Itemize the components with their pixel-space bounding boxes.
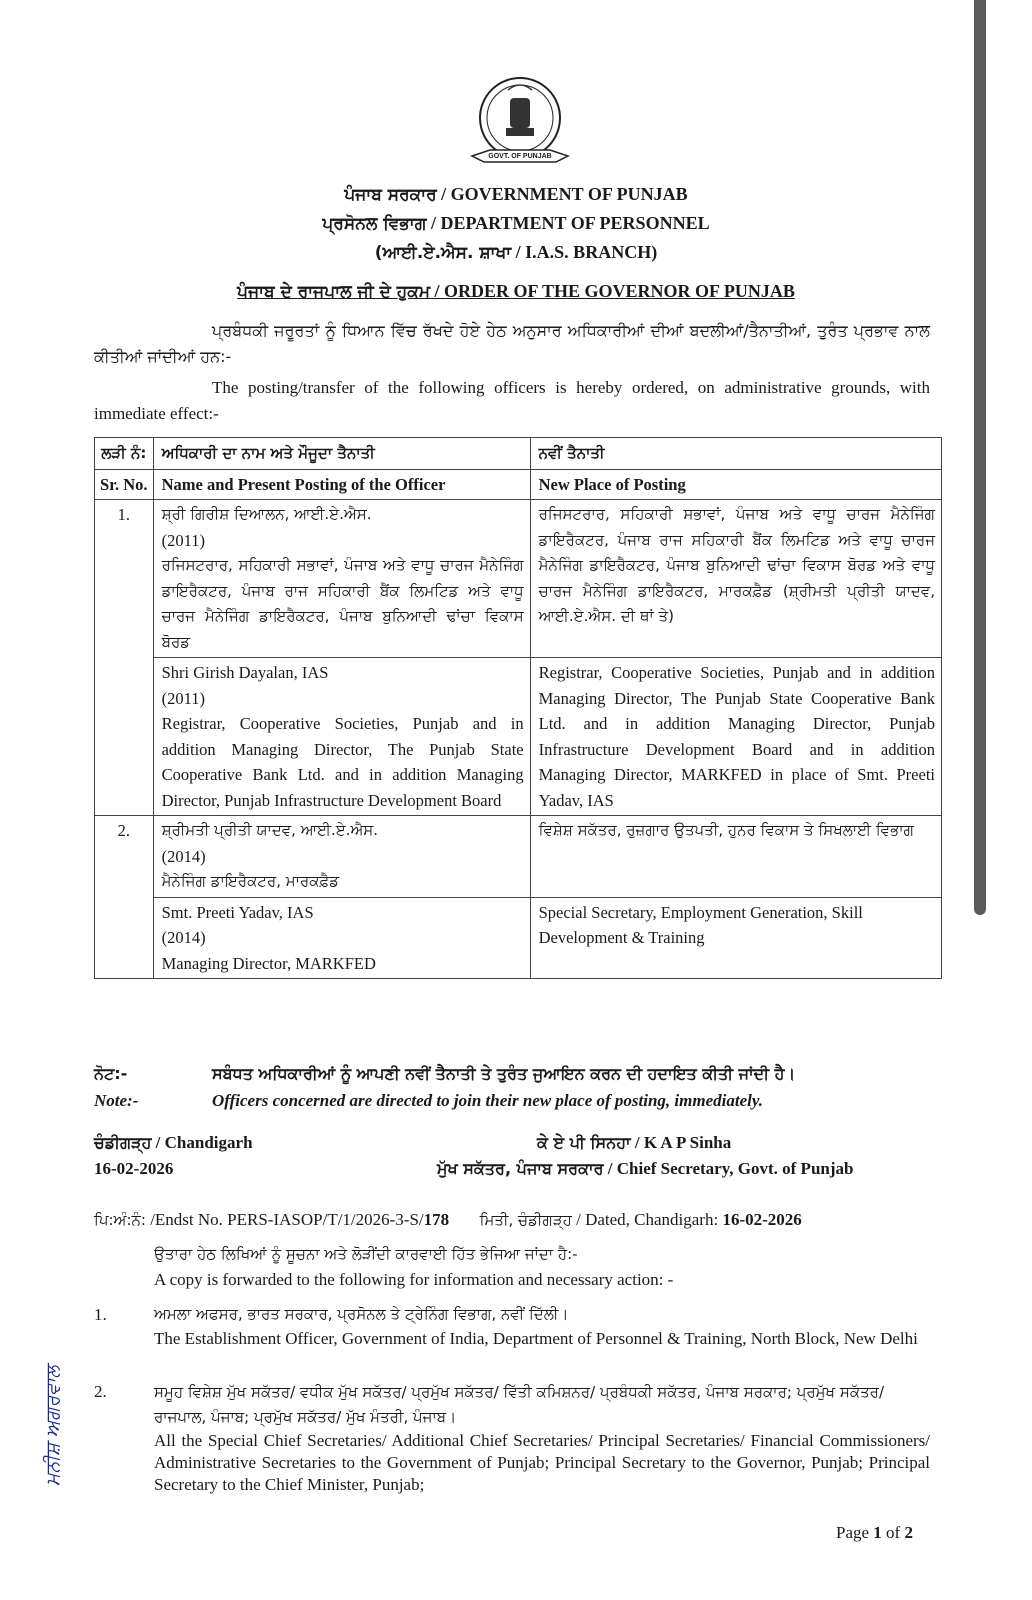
officer-present-posting-pa: ਮੈਨੇਜਿੰਗ ਡਾਇਰੈਕਟਰ, ਮਾਰਕਫ਼ੈਡ	[161, 872, 340, 890]
row-new-posting-en: Special Secretary, Employment Generation, Skill Development & Training	[530, 897, 941, 979]
row-new-posting-pa: ਰਜਿਸਟਰਾਰ, ਸਹਿਕਾਰੀ ਸਭਾਵਾਂ, ਪੰਜਾਬ ਅਤੇ ਵਾਧੂ ਚਾਰਜ ਮੈਨੇਜਿੰਗ ਡਾਇਰੈਕਟਰ, ਪੰਜਾਬ ਰਾਜ ਸਹਿਕਾਰੀ ਬੈਂਕ ਲਿਮਟਿਡ ਅਤੇ ਵਾਧੂ ਚਾਰਜ ਮੈਨੇਜਿੰਗ ਡਾਇਰੈਕਟਰ, ਪੰਜਾਬ ਬੁਨਿਆਦੀ ਢਾਂਚਾ ਵਿਕਾਸ ਬੋਰਡ ਅਤੇ ਵਾਧੂ ਚਾਰਜ ਮੈਨੇਜਿੰਗ ਡਾਇਰੈਕਟਰ, ਮਾਰਕਫ਼ੈਡ (ਸ਼੍ਰੀਮਤੀ ਪ੍ਰੀਤੀ ਯਾਦਵ, ਆਈ.ਏ.ਐਸ. ਦੀ ਥਾਂ ਤੇ)	[530, 500, 941, 658]
row-officer-en	[153, 897, 530, 979]
handwritten-annotation	[28, 1325, 78, 1495]
order-title	[0, 281, 1032, 302]
separator: /	[571, 1210, 586, 1229]
separator: /	[436, 184, 451, 204]
separator: /	[630, 1133, 644, 1152]
copy-forward-en: A copy is forwarded to the following for information and necessary action: -	[154, 1270, 674, 1289]
order-title-pa: ਪੰਜਾਬ ਦੇ ਰਾਜਪਾਲ ਜੀ ਦੇ ਹੁਕਮ	[237, 282, 431, 302]
list-item-number: 2.	[94, 1382, 107, 1401]
header-sr-en: Sr. No.	[95, 469, 154, 500]
endorsement-number: /Endst No. PERS-IASOP/T/1/2026-3-S/	[150, 1210, 424, 1229]
header-branch-pa: (ਆਈ.ਏ.ਐਸ. ਸ਼ਾਖਾ	[374, 243, 512, 263]
header-officer-pa: ਅਧਿਕਾਰੀ ਦਾ ਨਾਮ ਅਤੇ ਮੌਜੂਦਾ ਤੈਨਾਤੀ	[153, 438, 530, 470]
place	[94, 1133, 253, 1153]
scrollbar[interactable]	[974, 0, 986, 915]
separator: /	[511, 242, 526, 262]
header-branch	[0, 242, 1032, 263]
page-word: Page	[836, 1523, 870, 1542]
copy-forward-pa: ਉਤਾਰਾ ਹੇਠ ਲਿਖਿਆਂ ਨੂੰ ਸੂਚਨਾ ਅਤੇ ਲੋੜੀਂਦੀ ਕਾਰਵਾਈ ਹਿੱਤ ਭੇਜਿਆ ਜਾਂਦਾ ਹੈ:-	[154, 1245, 578, 1263]
header-government	[0, 184, 1032, 205]
officer-present-posting-pa: ਰਜਿਸਟਰਾਰ, ਸਹਿਕਾਰੀ ਸਭਾਵਾਂ, ਪੰਜਾਬ ਅਤੇ ਵਾਧੂ ਚਾਰਜ ਮੈਨੇਜਿੰਗ ਡਾਇਰੈਕਟਰ, ਪੰਜਾਬ ਰਾਜ ਸਹਿਕਾਰੀ ਬੈਂਕ ਲਿਮਟਿਡ ਅਤੇ ਵਾਧੂ ਚਾਰਜ ਮੈਨੇਜਿੰਗ ਡਾਇਰੈਕਟਰ, ਪੰਜਾਬ ਬੁਨਿਆਦੀ ਢਾਂਚਾ ਵਿਕਾਸ ਬੋਰਡ	[161, 556, 524, 651]
separator: /	[603, 1159, 617, 1178]
officer-present-posting-en: Registrar, Cooperative Societies, Punjab and in addition Managing Director, The Punjab State Cooperative Bank Ltd. and in addition Managing Director, Punjab Infrastructure Development Board	[161, 714, 524, 810]
header-new-posting-pa: ਨਵੀਂ ਤੈਨਾਤੀ	[530, 438, 941, 470]
signatory-name	[537, 1133, 731, 1153]
row-new-posting-en: Registrar, Cooperative Societies, Punjab and in addition Managing Director, The Punjab State Cooperative Bank Ltd. and in addition Managing Director, Punjab Infrastructure Development Board and in addition Managing Director, MARKFED in place of Smt. Preeti Yadav, IAS	[530, 658, 941, 816]
row-new-posting-pa: ਵਿਸ਼ੇਸ਼ ਸਕੱਤਰ, ਰੁਜ਼ਗਾਰ ਉਤਪਤੀ, ਹੁਨਰ ਵਿਕਾਸ ਤੇ ਸਿਖਲਾਈ ਵਿਭਾਗ	[530, 816, 941, 898]
signatory-designation-en: Chief Secretary, Govt. of Punjab	[616, 1159, 854, 1178]
place-en: Chandigarh	[164, 1133, 253, 1152]
signatory-designation	[437, 1159, 853, 1179]
endorsement-prefix-pa: ਪਿ:ਅੰ:ਨੰ:	[94, 1211, 146, 1229]
separator: /	[426, 213, 441, 233]
table-header-en	[95, 469, 942, 500]
officer-present-posting-en: Managing Director, MARKFED	[161, 953, 376, 973]
list-item-pa: ਸਮੂਹ ਵਿਸ਼ੇਸ਼ ਮੁੱਖ ਸਕੱਤਰ/ ਵਧੀਕ ਮੁੱਖ ਸਕੱਤਰ/ ਪ੍ਰਮੁੱਖ ਸਕੱਤਰ/ ਵਿੱਤੀ ਕਮਿਸ਼ਨਰ/ ਪ੍ਰਬੰਧਕੀ ਸਕੱਤਰ, ਪੰਜਾਬ ਸਰਕਾਰ; ਪ੍ਰਮੁੱਖ ਸਕੱਤਰ/ ਰਾਜਪਾਲ, ਪੰਜਾਬ; ਪ੍ਰਮੁੱਖ ਸਕੱਤਰ/ ਮੁੱਖ ਮੰਤਰੀ, ਪੰਜਾਬ।	[154, 1383, 884, 1426]
row-officer-pa	[153, 816, 530, 898]
header-new-posting-en: New Place of Posting	[530, 469, 941, 500]
note-label-pa: ਨੋਟ:-	[94, 1064, 128, 1083]
state-emblem-icon	[460, 70, 580, 180]
emblem-text: GOVT. OF PUNJAB	[488, 153, 552, 160]
header-sr-pa: ਲੜੀ ਨੰ:	[95, 438, 154, 470]
officer-batch: (2014)	[161, 846, 206, 866]
header-government-en: GOVERNMENT OF PUNJAB	[450, 184, 688, 204]
table-row	[95, 658, 942, 816]
dated-pa: ਮਿਤੀ, ਚੰਡੀਗੜ੍ਹ	[479, 1211, 572, 1229]
row-officer-pa	[153, 500, 530, 658]
endorsement-date: 16-02-2026	[722, 1210, 802, 1229]
note-text-en: Officers concerned are directed to join their new place of posting, immediately.	[212, 1091, 764, 1110]
table-row	[95, 897, 942, 979]
header-department-pa: ਪ੍ਰਸੋਨਲ ਵਿਭਾਗ	[322, 214, 427, 234]
intro-pa: ਪ੍ਰਬੰਧਕੀ ਜਰੂਰਤਾਂ ਨੂੰ ਧਿਆਨ ਵਿੱਚ ਰੱਖਦੇ ਹੋਏ ਹੇਠ ਅਨੁਸਾਰ ਅਧਿਕਾਰੀਆਂ ਦੀਆਂ ਬਦਲੀਆਂ/ਤੈਨਾਤੀਆਂ, ਤੁਰੰਤ ਪ੍ਰਭਾਵ ਨਾਲ ਕੀਤੀਆਂ ਜਾਂਦੀਆਂ ਹਨ:-	[94, 321, 930, 366]
officer-name-pa: ਸ਼੍ਰੀ ਗਿਰੀਸ਼ ਦਿਆਲਨ, ਆਈ.ਏ.ਐਸ.	[161, 505, 372, 523]
officer-name-pa: ਸ਼੍ਰੀਮਤੀ ਪ੍ਰੀਤੀ ਯਾਦਵ, ਆਈ.ਏ.ਐਸ.	[161, 821, 379, 839]
table-header-pa	[95, 438, 942, 470]
dated-en: Dated, Chandigarh:	[585, 1210, 719, 1229]
officer-batch: (2011)	[161, 530, 205, 550]
separator: /	[430, 281, 445, 301]
signatory-designation-pa: ਮੁੱਖ ਸਕੱਤਰ, ਪੰਜਾਬ ਸਰਕਾਰ	[437, 1159, 604, 1178]
of-word: of	[886, 1523, 901, 1542]
intro-en: The posting/transfer of the following officers is hereby ordered, on administrative grounds, with immediate effect:-	[94, 378, 930, 423]
header-department	[0, 213, 1032, 234]
header-government-pa: ਪੰਜਾਬ ਸਰਕਾਰ	[344, 185, 437, 205]
header-department-en: DEPARTMENT OF PERSONNEL	[440, 213, 710, 233]
signatory-name-en: K A P Sinha	[643, 1133, 732, 1152]
list-item-en: All the Special Chief Secretaries/ Additional Chief Secretaries/ Principal Secretaries/ Financial Commissioners/ Administrative Secretaries to the Government of Punjab; Principal Secretary to the Governor, Punjab; Principal Secretary to the Chief Minister, Punjab;	[154, 1431, 930, 1494]
officer-batch: (2011)	[161, 688, 205, 708]
row-officer-en	[153, 658, 530, 816]
page-number	[836, 1523, 913, 1543]
row-sr: 1.	[95, 500, 154, 816]
page-current: 1	[873, 1523, 882, 1542]
officer-batch: (2014)	[161, 928, 206, 947]
officer-name-en: Smt. Preeti Yadav, IAS	[161, 902, 314, 922]
order-date: 16-02-2026	[94, 1159, 174, 1178]
endorsement-number-bold: 178	[423, 1210, 450, 1229]
handwritten-text: ਮਨੀਸ਼ ਅਗਰਵਾਲ	[42, 1365, 64, 1486]
table-row	[95, 816, 942, 898]
header-officer-en: Name and Present Posting of the Officer	[153, 469, 530, 500]
note-text-pa: ਸਬੰਧਤ ਅਧਿਕਾਰੀਆਂ ਨੂੰ ਆਪਣੀ ਨਵੀਂ ਤੈਨਾਤੀ ਤੇ ਤੁਰੰਤ ਜੁਆਇਨ ਕਰਨ ਦੀ ਹਦਾਇਤ ਕੀਤੀ ਜਾਂਦੀ ਹੈ।	[212, 1064, 796, 1083]
note-label-en: Note:-	[94, 1091, 139, 1110]
posting-table	[94, 437, 942, 979]
table-row	[95, 500, 942, 658]
row-sr: 2.	[95, 816, 154, 979]
list-item-en: The Establishment Officer, Government of India, Department of Personnel & Training, North Block, New Delhi	[154, 1329, 918, 1348]
page-total: 2	[904, 1523, 913, 1542]
endorsement-line	[94, 1210, 802, 1230]
order-title-en: ORDER OF THE GOVERNOR OF PUNJAB	[444, 281, 795, 301]
officer-name-en: Shri Girish Dayalan, IAS	[161, 663, 329, 682]
list-item-number: 1.	[94, 1305, 107, 1324]
place-pa: ਚੰਡੀਗੜ੍ਹ	[94, 1133, 152, 1152]
separator: /	[151, 1133, 165, 1152]
list-item-pa: ਅਮਲਾ ਅਫਸਰ, ਭਾਰਤ ਸਰਕਾਰ, ਪ੍ਰਸੋਨਲ ਤੇ ਟ੍ਰੇਨਿੰਗ ਵਿਭਾਗ, ਨਵੀਂ ਦਿੱਲੀ।	[154, 1305, 569, 1323]
signatory-name-pa: ਕੇ ਏ ਪੀ ਸਿਨਹਾ	[537, 1133, 631, 1152]
header-branch-en: I.A.S. BRANCH)	[525, 242, 658, 262]
